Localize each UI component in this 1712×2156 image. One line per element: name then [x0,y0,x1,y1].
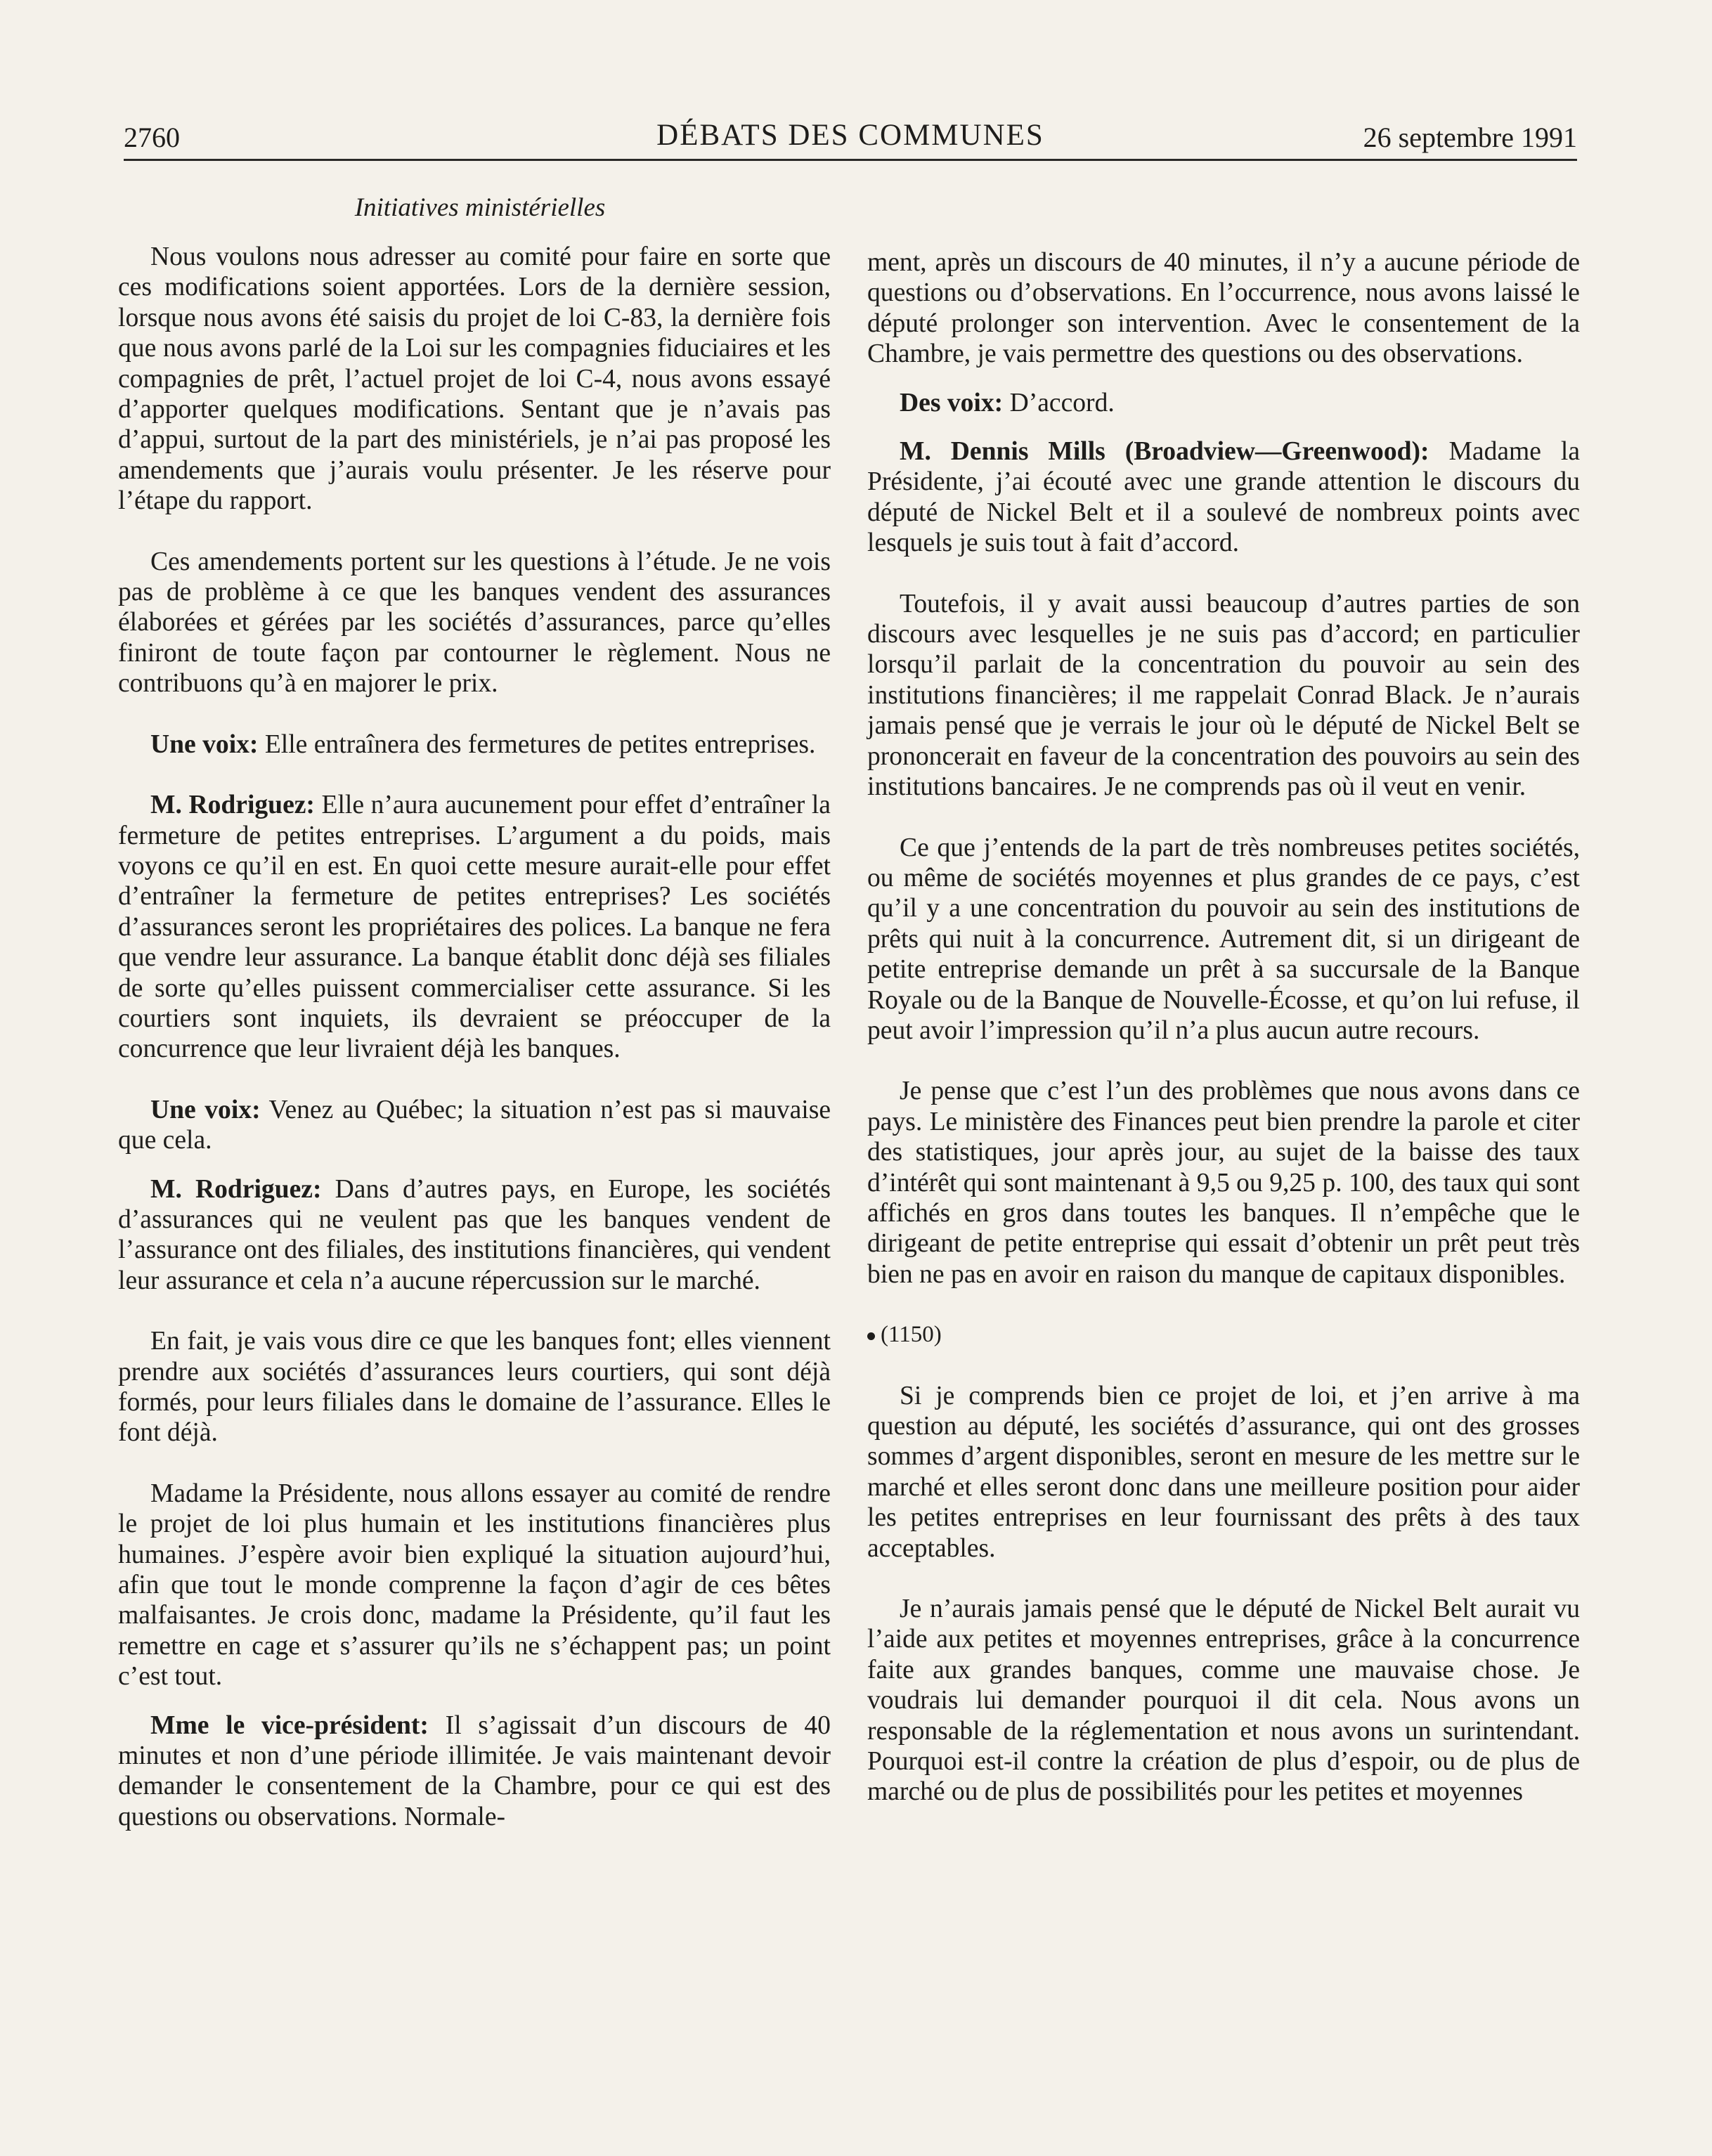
speaker-paragraph [118,1095,831,1156]
left-column [118,242,831,1862]
speech-text: Venez au Québec; la situation n’est pas si mauvaise que cela. [118,1095,831,1155]
paragraph: En fait, je vais vous dire ce que les banques font; elles viennent prendre aux sociétés d’assurances leurs courtiers, qui sont déjà formés, pour leurs filiales dans le domaine de l’assurance. Elles le font déjà. [118,1327,831,1448]
time-marker-text: (1150) [881,1322,942,1348]
header-rule [124,159,1577,161]
speaker-paragraph [867,436,1580,559]
paragraph: Ce que j’entends de la part de très nombreuses petites sociétés, ou même de sociétés moyennes et plus grandes de ce pays, c’est qu’il y a une concentration du pouvoir au sein des institutions de prêts qui nuit à la concurrence. Autrement dit, si un dirigeant de petite entreprise demande un prêt à sa succursale de la Banque Royale ou de la Banque de Nouvelle-Écosse, et qu’on lui refuse, il peut avoir l’impression qu’il n’a plus aucun autre recours. [867,833,1580,1045]
speech-text: Madame la Présidente, j’ai écouté avec une grande attention le discours du député de Nickel Belt et il a soulevé de nombreux points avec lesquels je suis tout à fait d’accord. [867,437,1580,558]
speaker-paragraph [118,790,831,1065]
time-marker [867,1320,1580,1350]
session-date: 26 septembre 1991 [1363,122,1577,153]
speaker-paragraph [867,388,1580,418]
speech-text: D’accord. [1009,388,1115,417]
paragraph: Nous voulons nous adresser au comité pour faire en sorte que ces modifications soient apportées. Lors de la dernière session, lorsque nous avons été saisis du projet de loi C-83, la dernière fois que nous avons parlé de la Loi sur les compagnies fiduciaires et les compagnies de prêt, l’actuel projet de loi C-4, nous avons essayé d’apporter quelques modifications. Sentant que je n’avais pas d’appui, surtout de la part des ministériels, je n’ai pas proposé les amendements que j’aurais voulu présenter. Je les réserve pour l’étape du rapport. [118,242,831,516]
paragraph: Ces amendements portent sur les questions à l’étude. Je ne vois pas de problème à ce que les banques vendent des assurances élaborées et gérées par les sociétés d’assurances, parce qu’elles finiront de toute façon par contourner le règlement. Nous ne contribuons qu’à en majorer le prix. [118,547,831,699]
speaker-paragraph [118,1710,831,1833]
paragraph: Je pense que c’est l’un des problèmes que nous avons dans ce pays. Le ministère des Finances peut bien prendre la parole et citer des statistiques, jour après jour, au sujet de la baisse des taux d’intérêt qui sont maintenant à 9,5 ou 9,25 p. 100, des taux qui sont affichés en gros dans toutes les banques. Il n’empêche que le dirigeant de petite entreprise qui essait d’obtenir un prêt peut très bien ne pas en avoir en raison du manque de capitaux disponibles. [867,1077,1580,1289]
speech-text: Elle n’aura aucunement pour effet d’entraîner la fermeture de petites entreprises. L’argument a du poids, mais voyons ce qu’il en est. En quoi cette mesure aurait-elle pour effet d’entraîner la fermeture de petites entreprises? Les sociétés d’assurances seront les propriétaires des polices. La banque ne fera que vendre leur assurance. La banque établit donc déjà ses filiales de sorte qu’elles puissent commercialiser cette assurance. Si les courtiers sont inquiets, ils devraient se préoccuper de la concurrence que leur livraient déjà les banques. [118,791,831,1064]
publication-title: DÉBATS DES COMMUNES [656,119,1044,152]
page-header [124,115,1577,157]
right-column [867,247,1580,1838]
bullet-icon [867,1332,875,1340]
speaker-name: Une voix: [150,729,259,759]
paragraph: Si je comprends bien ce projet de loi, et j’en arrive à ma question au député, les sociétés d’assurance, qui ont des grosses sommes d’argent disponibles, seront en mesure de les mettre sur le marché et elles seront donc dans une meilleure position pour aider les petites entreprises en leur fournissant des prêts à des taux acceptables. [867,1381,1580,1563]
paragraph: Toutefois, il y avait aussi beaucoup d’autres parties de son discours avec lesquelles je ne suis pas d’accord; en particulier lorsqu’il parlait de la concentration du pouvoir au sein des institutions financières; il me rappelait Conrad Black. Je n’aurais jamais pensé que je verrais le jour où le député de Nickel Belt se prononcerait en faveur de la concentration des pouvoirs au sein des institutions bancaires. Je ne comprends pas où il veut en venir. [867,589,1580,802]
speaker-name: M. Rodriguez: [150,791,315,820]
speaker-name: M. Rodriguez: [150,1174,322,1204]
paragraph: Madame la Présidente, nous allons essayer au comité de rendre le projet de loi plus humain et les institutions financières plus humaines. J’espère avoir bien expliqué la situation aujourd’hui, afin que tout le monde comprenne la façon d’agir de ces bêtes malfaisantes. Je crois donc, madame la Présidente, qu’il faut les remettre en cage et s’assurer qu’ils ne s’échappent pas; un point c’est tout. [118,1479,831,1691]
page-number: 2760 [124,122,180,153]
speaker-name: M. Dennis Mills (Broadview—Greenwood): [900,437,1429,467]
section-title: Initiatives ministérielles [354,193,606,222]
speech-text: Il s’agissait d’un discours de 40 minutes et non d’une période illimitée. Je vais maintenant devoir demander le consentement de la Chambre, pour ce qui est des questions ou observations. Normale- [118,1710,831,1831]
speaker-name: Une voix: [150,1095,261,1124]
paragraph: ment, après un discours de 40 minutes, il n’y a aucune période de questions ou d’observations. En l’occurrence, nous avons laissé le député prolonger son intervention. Avec le consentement de la Chambre, je vais permettre des questions ou des observations. [867,248,1580,369]
speech-text: Elle entraînera des fermetures de petites entreprises. [264,729,816,759]
speech-text: Dans d’autres pays, en Europe, les sociétés d’assurances qui ne veulent pas que les banques vendent de l’assurance ont des filiales, des institutions financières, qui vendent leur assurance et cela n’a aucune répercussion sur le marché. [118,1174,831,1295]
speaker-paragraph [118,729,831,760]
speaker-name: Mme le vice-président: [150,1710,429,1740]
speaker-name: Des voix: [900,388,1004,417]
speaker-paragraph [118,1174,831,1297]
paragraph: Je n’aurais jamais pensé que le député de Nickel Belt aurait vu l’aide aux petites et moyennes entreprises, grâce à la concurrence faite aux grandes banques, comme une mauvaise chose. Je voudrais lui demander pourquoi il dit cela. Nous avons un responsable de la réglementation et nous avons un surintendant. Pourquoi est-il contre la création de plus d’espoir, ou de plus de marché ou de plus de possibilités pour les petites et moyennes [867,1595,1580,1807]
